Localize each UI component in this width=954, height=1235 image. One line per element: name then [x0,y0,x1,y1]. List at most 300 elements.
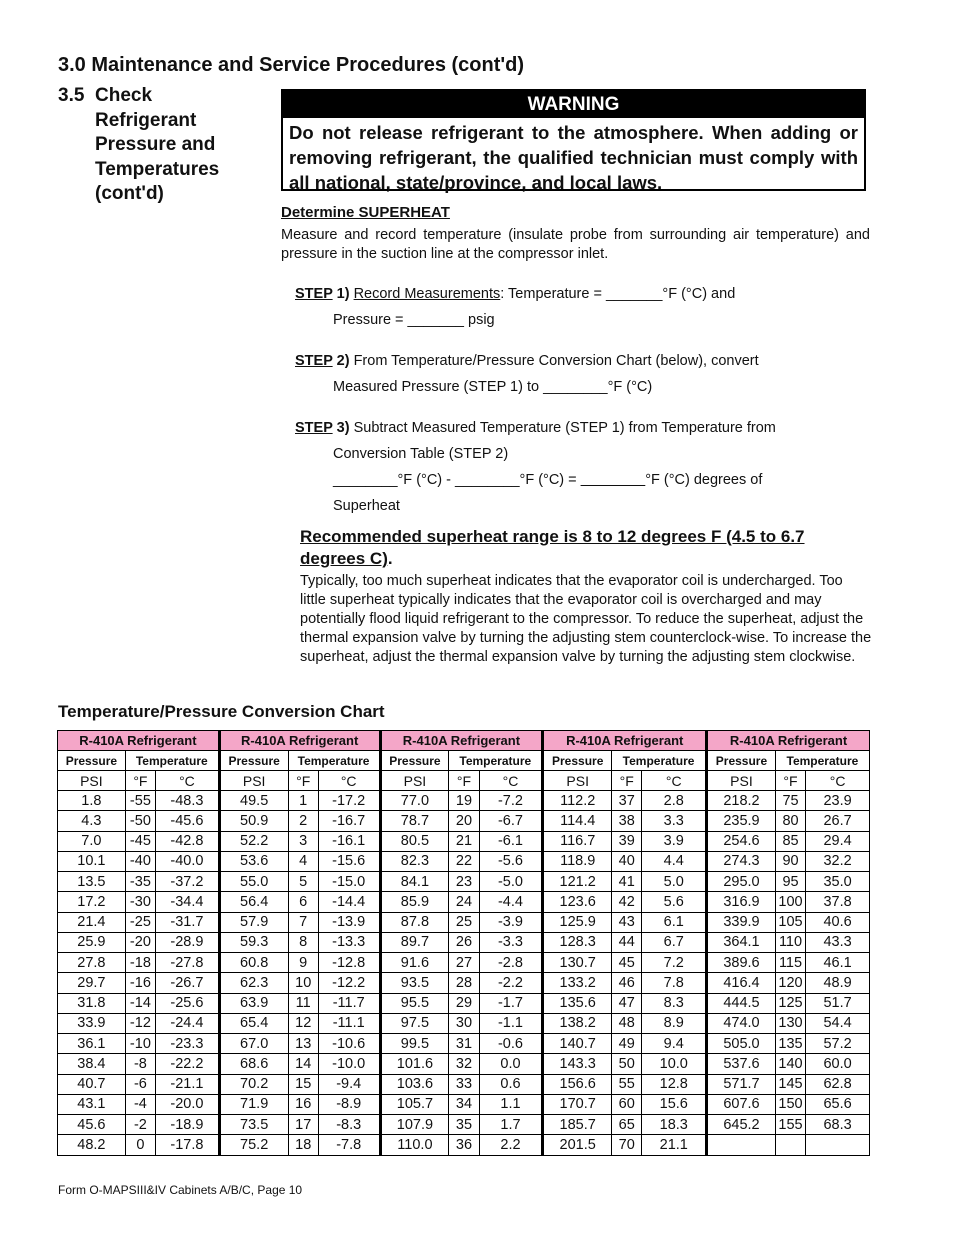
celsius-cell: -11.1 [318,1013,380,1033]
celsius-cell: 26.7 [806,811,870,831]
celsius-cell: 3.9 [642,831,707,851]
fahrenheit-cell: 16 [288,1094,318,1114]
psi-cell: 99.5 [380,1034,449,1054]
temperature-header: Temperature [125,751,219,771]
fahrenheit-cell: -30 [125,892,155,912]
section-line-2: Refrigerant [95,109,197,131]
psi-cell: 43.1 [58,1094,126,1114]
step-1-label: Record Measurements [353,286,501,302]
celsius-cell: 23.9 [806,791,870,811]
fahrenheit-cell: 55 [612,1074,642,1094]
psi-cell: 474.0 [707,1013,776,1033]
fahrenheit-cell: 20 [449,811,479,831]
psi-cell: 49.5 [219,791,288,811]
celsius-unit: °C [806,771,870,791]
celsius-cell: -6.7 [479,811,543,831]
celsius-cell: 12.8 [642,1074,707,1094]
step-1-text: : Temperature = _______°F (°C) and [500,286,736,302]
fahrenheit-cell: 0 [125,1135,155,1155]
psi-cell: 53.6 [219,851,288,871]
celsius-cell: -1.7 [479,993,543,1013]
fahrenheit-cell: 140 [775,1054,805,1074]
fahrenheit-cell: 31 [449,1034,479,1054]
celsius-cell: -7.2 [479,791,543,811]
table-row [58,912,870,932]
section-line-4: Temperatures [95,158,220,180]
celsius-cell: -13.9 [318,912,380,932]
psi-cell: 571.7 [707,1074,776,1094]
psi-cell: 254.6 [707,831,776,851]
psi-cell: 78.7 [380,811,449,831]
celsius-cell: -5.0 [479,872,543,892]
fahrenheit-cell: 37 [612,791,642,811]
celsius-cell: -31.7 [156,912,220,932]
table-row [58,851,870,871]
recommended-range [300,526,870,570]
celsius-cell: 60.0 [806,1054,870,1074]
celsius-cell: -0.6 [479,1034,543,1054]
psi-cell: 444.5 [707,993,776,1013]
celsius-cell: 3.3 [642,811,707,831]
fahrenheit-cell: 21 [449,831,479,851]
step-word: STEP [295,420,333,436]
psi-cell: 93.5 [380,973,449,993]
psi-cell: 52.2 [219,831,288,851]
celsius-cell: 0.0 [479,1054,543,1074]
step-word: STEP [295,286,333,302]
fahrenheit-cell: 32 [449,1054,479,1074]
fahrenheit-cell: 14 [288,1054,318,1074]
table-row [58,1115,870,1135]
page-title: 3.0 Maintenance and Service Procedures (cont'd) [58,54,525,76]
fahrenheit-cell: 12 [288,1013,318,1033]
step-3-text: Subtract Measured Temperature (STEP 1) from Temperature from [353,420,776,436]
fahrenheit-cell: 47 [612,993,642,1013]
fahrenheit-cell: 30 [449,1013,479,1033]
celsius-cell: 7.8 [642,973,707,993]
superheat-explanation: Typically, too much superheat indicates that the evaporator coil is undercharged. Too little superheat typically indicates that the evaporator coil is overcharged and may potentially flood liquid refrigerant to the compressor. To reduce the superheat, adjust the thermal expansion valve by turning the adjusting stem counterclock-wise. To increase the superheat, adjust the thermal expansion valve by turning the adjusting stem clockwise. [300,573,872,665]
psi-cell: 7.0 [58,831,126,851]
psi-cell: 33.9 [58,1013,126,1033]
celsius-cell: 1.7 [479,1115,543,1135]
celsius-cell: -10.0 [318,1054,380,1074]
fahrenheit-unit: °F [775,771,805,791]
fahrenheit-cell: -6 [125,1074,155,1094]
celsius-cell: -22.2 [156,1054,220,1074]
fahrenheit-cell: 35 [449,1115,479,1135]
psi-cell: 59.3 [219,932,288,952]
psi-cell: 389.6 [707,953,776,973]
fahrenheit-cell: 85 [775,831,805,851]
fahrenheit-cell: 120 [775,973,805,993]
fahrenheit-cell [775,1135,805,1155]
psi-cell: 316.9 [707,892,776,912]
psi-cell: 537.6 [707,1054,776,1074]
celsius-cell: -34.4 [156,892,220,912]
psi-cell: 138.2 [543,1013,612,1033]
fahrenheit-unit: °F [288,771,318,791]
celsius-cell: -14.4 [318,892,380,912]
fahrenheit-cell: 23 [449,872,479,892]
table-row [58,1034,870,1054]
psi-cell: 87.8 [380,912,449,932]
psi-cell: 70.2 [219,1074,288,1094]
pressure-header: Pressure [707,751,776,771]
psi-cell: 84.1 [380,872,449,892]
fahrenheit-cell: -25 [125,912,155,932]
psi-cell: 91.6 [380,953,449,973]
step-word: STEP [295,353,333,369]
celsius-cell: 21.1 [642,1135,707,1155]
fahrenheit-unit: °F [612,771,642,791]
fahrenheit-cell: 34 [449,1094,479,1114]
table-row [58,1054,870,1074]
psi-cell: 13.5 [58,872,126,892]
celsius-cell: 4.4 [642,851,707,871]
refrigerant-header: R-410A Refrigerant [707,731,870,751]
psi-cell: 116.7 [543,831,612,851]
fahrenheit-cell: 7 [288,912,318,932]
refrigerant-header: R-410A Refrigerant [58,731,220,751]
fahrenheit-cell: 43 [612,912,642,932]
psi-cell: 107.9 [380,1115,449,1135]
temperature-header: Temperature [288,751,380,771]
psi-cell: 156.6 [543,1074,612,1094]
superheat-intro: Measure and record temperature (insulate probe from surrounding air temperature) and pressure in the suction line at the compressor inlet. [281,227,870,262]
psi-cell: 77.0 [380,791,449,811]
fahrenheit-cell: 50 [612,1054,642,1074]
psi-cell: 185.7 [543,1115,612,1135]
psi-cell: 29.7 [58,973,126,993]
step-3-line-4: Superheat [333,498,400,514]
celsius-cell: -40.0 [156,851,220,871]
section-heading [58,84,258,207]
psi-cell: 125.9 [543,912,612,932]
psi-cell: 4.3 [58,811,126,831]
table-row [58,872,870,892]
fahrenheit-cell: -55 [125,791,155,811]
fahrenheit-cell: 10 [288,973,318,993]
fahrenheit-cell: 27 [449,953,479,973]
celsius-cell: -5.6 [479,851,543,871]
fahrenheit-cell: 70 [612,1135,642,1155]
celsius-cell: 43.3 [806,932,870,952]
psi-cell: 89.7 [380,932,449,952]
celsius-cell: 40.6 [806,912,870,932]
fahrenheit-cell: 17 [288,1115,318,1135]
fahrenheit-cell: 28 [449,973,479,993]
psi-cell: 71.9 [219,1094,288,1114]
psi-cell: 68.6 [219,1054,288,1074]
psi-cell: 25.9 [58,932,126,952]
fahrenheit-cell: 49 [612,1034,642,1054]
fahrenheit-cell: 44 [612,932,642,952]
psi-cell: 339.9 [707,912,776,932]
fahrenheit-cell: 18 [288,1135,318,1155]
psi-cell: 65.4 [219,1013,288,1033]
section-number: 3.5 [58,85,85,106]
psi-cell [707,1135,776,1155]
step-number: 3) [336,420,350,436]
celsius-cell: -2.2 [479,973,543,993]
psi-cell: 36.1 [58,1034,126,1054]
step-3-line-2: Conversion Table (STEP 2) [333,446,509,462]
psi-cell: 45.6 [58,1115,126,1135]
step-3-result-blank: ________ [580,472,646,488]
fahrenheit-cell: 8 [288,932,318,952]
fahrenheit-cell: -4 [125,1094,155,1114]
celsius-cell: 18.3 [642,1115,707,1135]
fahrenheit-cell: 65 [612,1115,642,1135]
celsius-cell: -10.6 [318,1034,380,1054]
fahrenheit-cell: 80 [775,811,805,831]
fahrenheit-cell: 22 [449,851,479,871]
psi-cell: 55.0 [219,872,288,892]
table-row [58,892,870,912]
psi-cell: 67.0 [219,1034,288,1054]
celsius-cell: 65.6 [806,1094,870,1114]
celsius-cell: -4.4 [479,892,543,912]
psi-cell: 50.9 [219,811,288,831]
celsius-cell: -8.3 [318,1115,380,1135]
celsius-cell: -26.7 [156,973,220,993]
fahrenheit-cell: -2 [125,1115,155,1135]
page-footer: Form O-MAPSIII&IV Cabinets A/B/C, Page 10 [58,1183,303,1197]
celsius-unit: °C [318,771,380,791]
fahrenheit-cell: 3 [288,831,318,851]
step-3-line-3c: °F (°C) degrees of [645,472,763,488]
celsius-cell: -15.0 [318,872,380,892]
celsius-cell: -6.1 [479,831,543,851]
psi-cell: 31.8 [58,993,126,1013]
celsius-cell: -24.4 [156,1013,220,1033]
fahrenheit-cell: 45 [612,953,642,973]
psi-cell: 364.1 [707,932,776,952]
warning-text: Do not release refrigerant to the atmosphere. When adding or removing refrigerant, the qualified technician must comply with all national, state/province, and local laws. [289,122,858,193]
psi-cell: 121.2 [543,872,612,892]
refrigerant-header: R-410A Refrigerant [219,731,380,751]
celsius-cell: -17.8 [156,1135,220,1155]
psi-cell: 130.7 [543,953,612,973]
table-row [58,1013,870,1033]
temperature-header: Temperature [612,751,707,771]
fahrenheit-cell: 100 [775,892,805,912]
psi-cell: 95.5 [380,993,449,1013]
psi-cell: 10.1 [58,851,126,871]
table-row [58,1074,870,1094]
fahrenheit-cell: 19 [449,791,479,811]
fahrenheit-cell: 2 [288,811,318,831]
table-row [58,791,870,811]
psi-cell: 40.7 [58,1074,126,1094]
celsius-cell: -45.6 [156,811,220,831]
celsius-cell: 6.1 [642,912,707,932]
conversion-chart [57,730,870,1156]
celsius-cell: 51.7 [806,993,870,1013]
psi-cell: 112.2 [543,791,612,811]
table-row [58,1094,870,1114]
psi-cell: 274.3 [707,851,776,871]
psi-cell: 133.2 [543,973,612,993]
fahrenheit-cell: 125 [775,993,805,1013]
fahrenheit-cell: 39 [612,831,642,851]
fahrenheit-cell: -12 [125,1013,155,1033]
celsius-cell: -12.8 [318,953,380,973]
psi-cell: 85.9 [380,892,449,912]
fahrenheit-cell: 15 [288,1074,318,1094]
pressure-header: Pressure [543,751,612,771]
celsius-cell: -27.8 [156,953,220,973]
chart-header-row [58,731,870,751]
step-number: 2) [336,353,350,369]
psi-cell: 60.8 [219,953,288,973]
psi-cell: 97.5 [380,1013,449,1033]
celsius-cell: 8.3 [642,993,707,1013]
psi-cell: 201.5 [543,1135,612,1155]
fahrenheit-cell: -18 [125,953,155,973]
psi-cell: 118.9 [543,851,612,871]
celsius-cell: -20.0 [156,1094,220,1114]
section-line-1: Check [95,85,153,106]
celsius-cell: 10.0 [642,1054,707,1074]
fahrenheit-cell: -16 [125,973,155,993]
psi-cell: 103.6 [380,1074,449,1094]
fahrenheit-cell: 1 [288,791,318,811]
celsius-cell: -21.1 [156,1074,220,1094]
celsius-cell: -23.3 [156,1034,220,1054]
psi-cell: 101.6 [380,1054,449,1074]
step-1 [295,281,735,333]
psi-unit: PSI [707,771,776,791]
fahrenheit-cell: 13 [288,1034,318,1054]
psi-cell: 62.3 [219,973,288,993]
celsius-cell: 48.9 [806,973,870,993]
fahrenheit-cell: 46 [612,973,642,993]
psi-cell: 218.2 [707,791,776,811]
celsius-cell: -13.3 [318,932,380,952]
fahrenheit-cell: -20 [125,932,155,952]
celsius-cell: -18.9 [156,1115,220,1135]
celsius-cell: -8.9 [318,1094,380,1114]
fahrenheit-cell: 38 [612,811,642,831]
celsius-cell: 62.8 [806,1074,870,1094]
step-2-line-2: Measured Pressure (STEP 1) to ________°F (°C) [333,379,653,395]
celsius-cell: 9.4 [642,1034,707,1054]
fahrenheit-cell: 90 [775,851,805,871]
celsius-unit: °C [642,771,707,791]
celsius-cell: 0.6 [479,1074,543,1094]
section-line-5: (cont'd) [95,183,164,204]
celsius-cell: 2.2 [479,1135,543,1155]
psi-cell: 170.7 [543,1094,612,1114]
fahrenheit-unit: °F [449,771,479,791]
psi-cell: 645.2 [707,1115,776,1135]
psi-cell: 143.3 [543,1054,612,1074]
table-row [58,973,870,993]
psi-cell: 57.9 [219,912,288,932]
fahrenheit-cell: 135 [775,1034,805,1054]
fahrenheit-cell: 41 [612,872,642,892]
fahrenheit-cell: 26 [449,932,479,952]
celsius-cell: 8.9 [642,1013,707,1033]
celsius-cell: -48.3 [156,791,220,811]
celsius-cell: -16.7 [318,811,380,831]
step-2-text: From Temperature/Pressure Conversion Chart (below), convert [353,353,759,369]
fahrenheit-cell: -14 [125,993,155,1013]
temperature-header: Temperature [449,751,543,771]
fahrenheit-cell: -10 [125,1034,155,1054]
psi-cell: 295.0 [707,872,776,892]
conversion-table [57,730,870,1156]
pressure-header: Pressure [380,751,449,771]
fahrenheit-cell: 155 [775,1115,805,1135]
warning-title: WARNING [283,91,864,118]
psi-cell: 235.9 [707,811,776,831]
table-row [58,993,870,1013]
fahrenheit-cell: 42 [612,892,642,912]
fahrenheit-unit: °F [125,771,155,791]
psi-unit: PSI [380,771,449,791]
celsius-cell: -9.4 [318,1074,380,1094]
celsius-cell: 1.1 [479,1094,543,1114]
celsius-unit: °C [156,771,220,791]
celsius-cell: -3.9 [479,912,543,932]
psi-cell: 607.6 [707,1094,776,1114]
celsius-cell: 46.1 [806,953,870,973]
step-2 [295,348,759,400]
celsius-cell: -11.7 [318,993,380,1013]
table-row [58,932,870,952]
fahrenheit-cell: 145 [775,1074,805,1094]
celsius-cell: 6.7 [642,932,707,952]
fahrenheit-cell: 29 [449,993,479,1013]
table-row [58,811,870,831]
psi-cell: 1.8 [58,791,126,811]
celsius-cell: -17.2 [318,791,380,811]
fahrenheit-cell: 24 [449,892,479,912]
fahrenheit-cell: -40 [125,851,155,871]
fahrenheit-cell: 6 [288,892,318,912]
fahrenheit-cell: 115 [775,953,805,973]
psi-unit: PSI [543,771,612,791]
celsius-cell: 32.2 [806,851,870,871]
fahrenheit-cell: 95 [775,872,805,892]
refrigerant-header: R-410A Refrigerant [380,731,543,751]
psi-cell: 505.0 [707,1034,776,1054]
psi-unit: PSI [219,771,288,791]
chart-subheader-row [58,751,870,771]
psi-cell: 80.5 [380,831,449,851]
chart-units-row [58,771,870,791]
fahrenheit-cell: 60 [612,1094,642,1114]
fahrenheit-cell: 150 [775,1094,805,1114]
fahrenheit-cell: 130 [775,1013,805,1033]
pressure-header: Pressure [58,751,126,771]
fahrenheit-cell: 33 [449,1074,479,1094]
recommended-range-period: . [387,549,393,568]
psi-cell: 27.8 [58,953,126,973]
psi-cell: 140.7 [543,1034,612,1054]
psi-cell: 38.4 [58,1054,126,1074]
celsius-cell: -37.2 [156,872,220,892]
fahrenheit-cell: 4 [288,851,318,871]
fahrenheit-cell: 75 [775,791,805,811]
celsius-cell: -1.1 [479,1013,543,1033]
recommended-range-text: Recommended superheat range is 8 to 12 degrees F (4.5 to 6.7 degrees C) [300,527,805,568]
step-3-line-3 [295,467,776,493]
celsius-cell: 54.4 [806,1013,870,1033]
fahrenheit-cell: -50 [125,811,155,831]
